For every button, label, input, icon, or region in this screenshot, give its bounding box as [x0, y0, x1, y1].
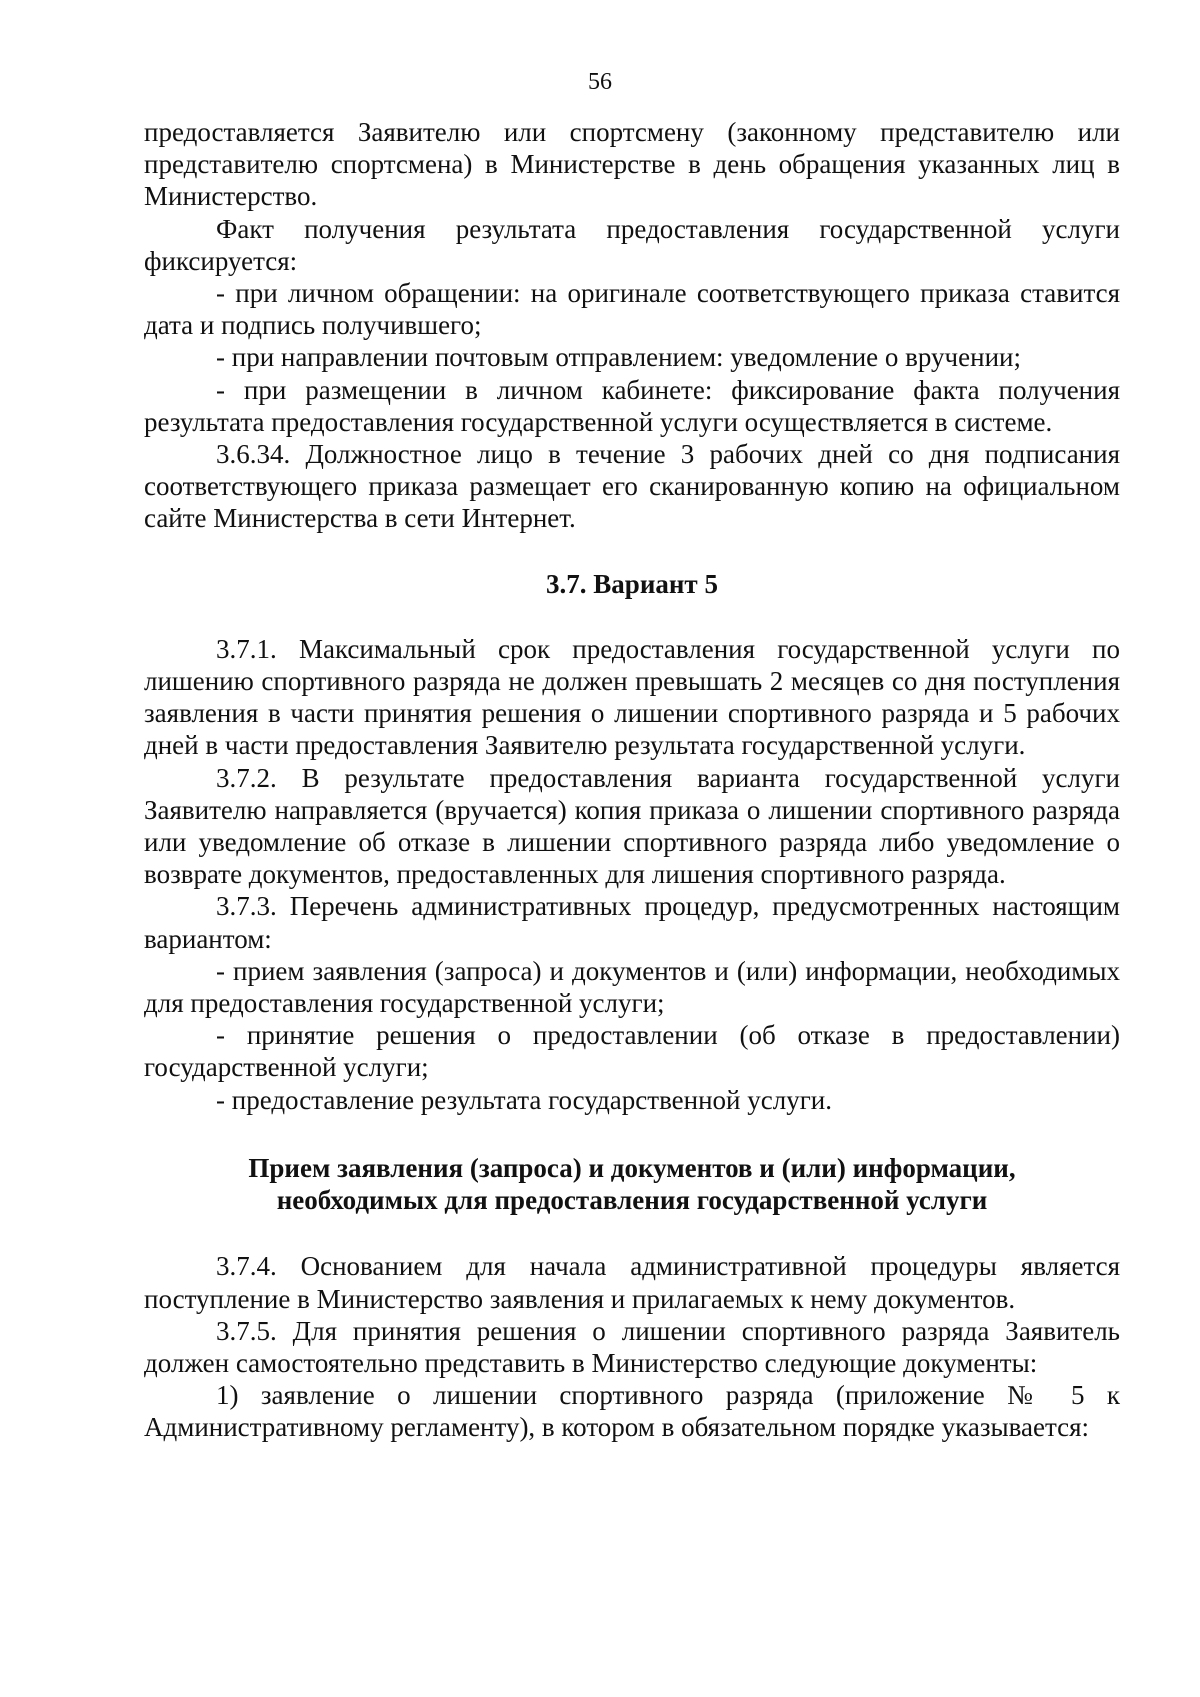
- list-item-cabinet: - при размещении в личном кабинете: фиксирование факта получения результата предоставления государственной услуги осуществляется в системе.: [144, 374, 1120, 437]
- paragraph-3-7-4: 3.7.4. Основанием для начала административной процедуры является поступление в Министерство заявления и прилагаемых к нему документов.: [144, 1251, 1120, 1314]
- list-item-reception: - прием заявления (запроса) и документов и (или) информации, необходимых для предоставления государственной услуги;: [144, 955, 1120, 1019]
- paragraph-3-7-1: 3.7.1. Максимальный срок предоставления государственной услуги по лишению спортивного разряда не должен превышать 2 месяцев со дня поступления заявления в части принятия решения о лишении спортивного разряда и 5 рабочих дней в части предоставления Заявителю результата государственной услуги.: [144, 633, 1120, 761]
- paragraph-3-7-5: 3.7.5. Для принятия решения о лишении спортивного разряда Заявитель должен самостоятельно представить в Министерство следующие документы:: [144, 1315, 1120, 1378]
- section-heading-variant: 3.7. Вариант 5: [546, 568, 718, 599]
- list-item-post: - при направлении почтовым отправлением: уведомление о вручении;: [216, 342, 1021, 373]
- list-item-application: 1) заявление о лишении спортивного разряда (приложение № 5 к Административному регламенту), в котором в обязательном порядке указывается:: [144, 1380, 1120, 1443]
- paragraph-3-6-34: 3.6.34. Должностное лицо в течение 3 рабочих дней со дня подписания соответствующего приказа размещает его сканированную копию на официальном сайте Министерства в сети Интернет.: [144, 439, 1120, 534]
- list-item-result: - предоставление результата государственной услуги.: [216, 1084, 832, 1115]
- paragraph-3-7-2: 3.7.2. В результате предоставления варианта государственной услуги Заявителю направляется (вручается) копия приказа о лишении спортивного разряда или уведомление об отказе в лишении спортивного разряда либо уведомление о возврате документов, предоставленных для лишения спортивного разряда.: [144, 762, 1120, 890]
- list-item-personal: - при личном обращении: на оригинале соответствующего приказа ставится дата и подпись получившего;: [144, 278, 1120, 341]
- paragraph-fact: Факт получения результата предоставления государственной услуги фиксируется:: [144, 213, 1120, 276]
- page-content: [144, 116, 1120, 1444]
- list-item-decision: - принятие решения о предоставлении (об отказе в предоставлении) государственной услуги;: [144, 1020, 1120, 1083]
- page-number: 56: [588, 69, 612, 95]
- section-heading-line-2: необходимых для предоставления государственной услуги: [276, 1185, 988, 1216]
- paragraph-3-7-3: 3.7.3. Перечень административных процедур, предусмотренных настоящим вариантом:: [144, 891, 1120, 954]
- section-heading-reception: [144, 1152, 1120, 1216]
- paragraph-continuation: предоставляется Заявителю или спортсмену (законному представителю или представителю спортсмена) в Министерстве в день обращения указанных лиц в Министерство.: [144, 117, 1120, 212]
- section-heading-line-1: Прием заявления (запроса) и документов и (или) информации,: [248, 1152, 1016, 1183]
